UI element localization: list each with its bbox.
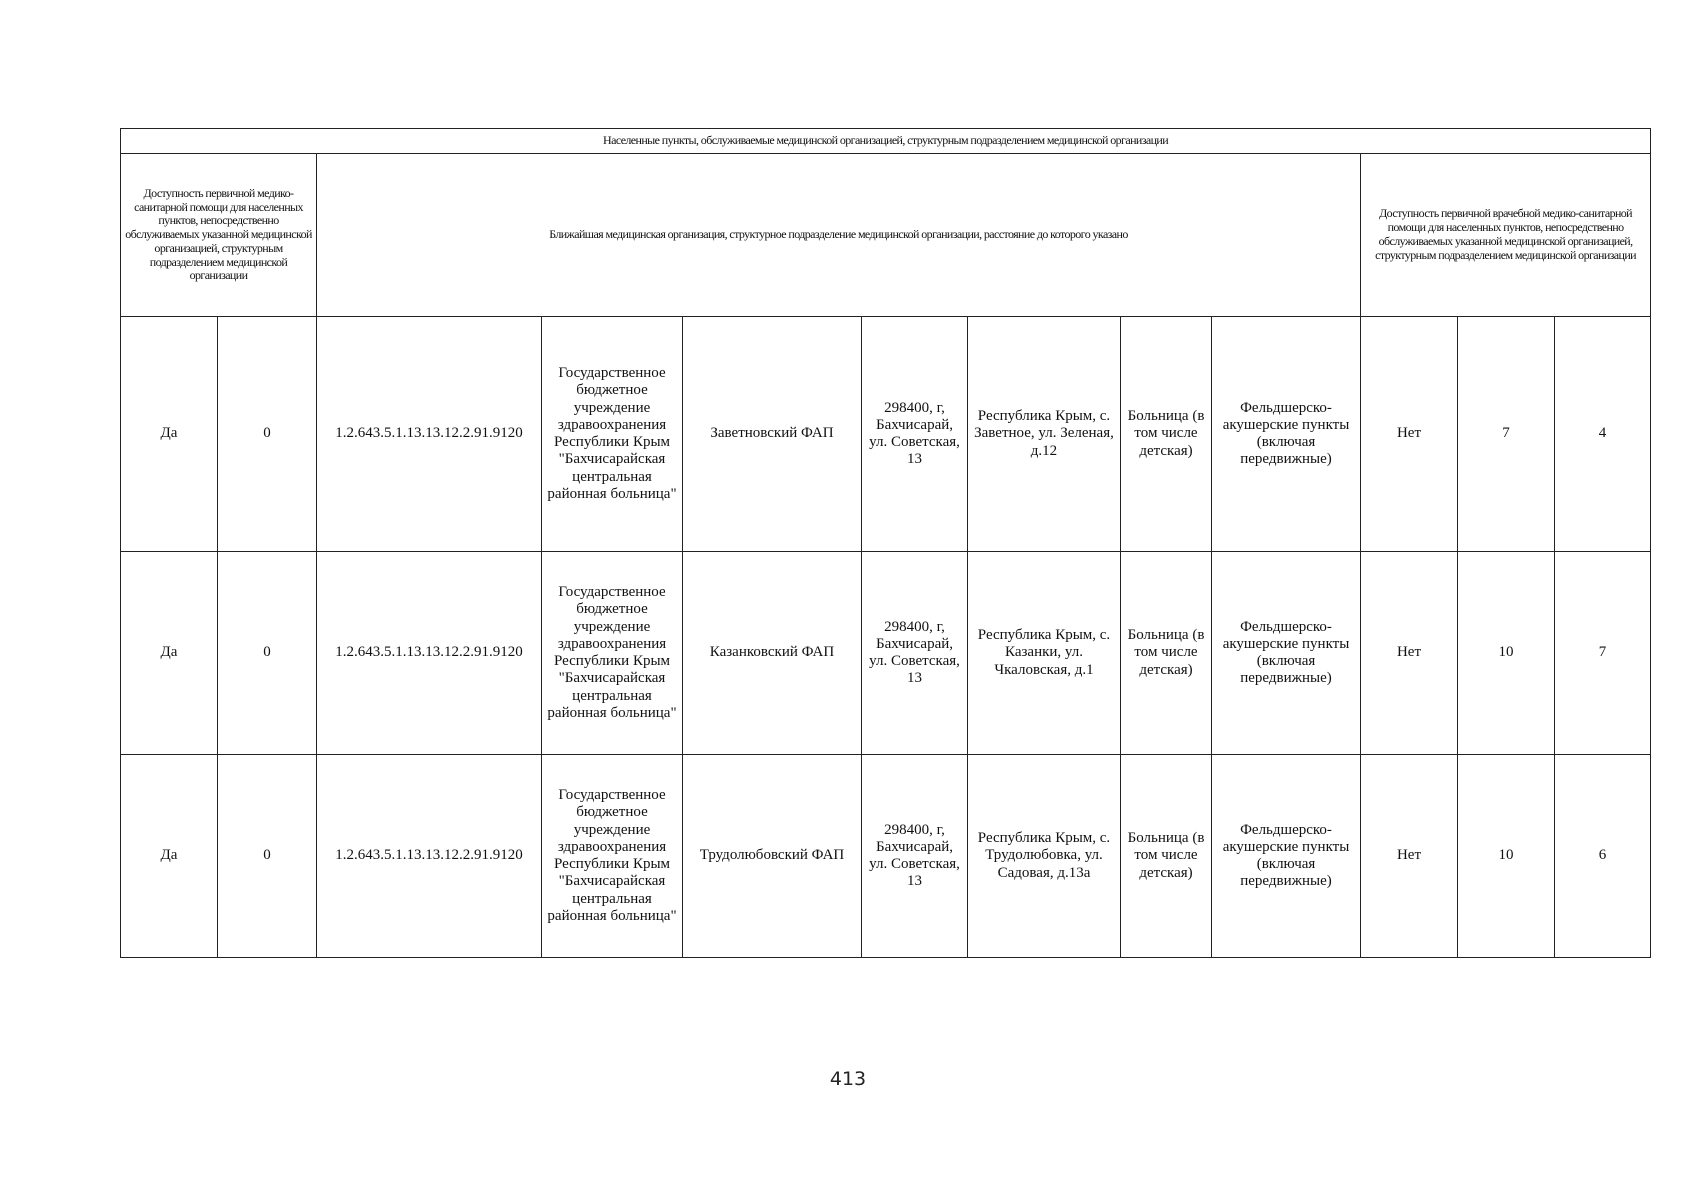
cell-org-type: Больница (в том числе детская) [1121,755,1212,958]
cell-access: Да [121,317,218,552]
page-number: 413 [829,1068,867,1090]
header-doctor-access: Доступность первичной врачебной медико-санитарной помощи для населенных пунктов, непосредственно обслуживаемых указанной медицинской организацией, структурным подразделением медицинской организации [1361,154,1651,317]
cell-distance: 10 [1458,552,1555,755]
table-row [121,552,1651,755]
cell-unit-address: Республика Крым, с. Трудолюбовка, ул. Садовая, д.13а [968,755,1121,958]
cell-unit-address: Республика Крым, с. Казанки, ул. Чкаловская, д.1 [968,552,1121,755]
cell-oid: 1.2.643.5.1.13.13.12.2.91.9120 [317,755,542,958]
cell-time: 4 [1555,317,1651,552]
cell-access: Да [121,755,218,958]
cell-doctor-access: Нет [1361,755,1458,958]
cell-doctor-access: Нет [1361,317,1458,552]
cell-organization: Государственное бюджетное учреждение здравоохранения Республики Крым "Бахчисарайская центральная районная больница" [542,552,683,755]
cell-org-address: 298400, г, Бахчисарай, ул. Советская, 13 [862,317,968,552]
cell-unit: Заветновский ФАП [683,317,862,552]
table-row [121,755,1651,958]
cell-oid: 1.2.643.5.1.13.13.12.2.91.9120 [317,552,542,755]
cell-unit: Казанковский ФАП [683,552,862,755]
cell-count: 0 [218,317,317,552]
cell-oid: 1.2.643.5.1.13.13.12.2.91.9120 [317,317,542,552]
cell-unit-address: Республика Крым, с. Заветное, ул. Зеленая, д.12 [968,317,1121,552]
cell-unit-type: Фельдшерско-акушерские пункты (включая передвижные) [1212,552,1361,755]
header-nearest-organization: Ближайшая медицинская организация, структурное подразделение медицинской организации, расстояние до которого указано [317,154,1361,317]
cell-organization: Государственное бюджетное учреждение здравоохранения Республики Крым "Бахчисарайская центральная районная больница" [542,755,683,958]
cell-org-type: Больница (в том числе детская) [1121,317,1212,552]
table-row [121,317,1651,552]
cell-org-type: Больница (в том числе детская) [1121,552,1212,755]
cell-count: 0 [218,755,317,958]
facilities-table [120,128,1651,958]
cell-unit-type: Фельдшерско-акушерские пункты (включая передвижные) [1212,755,1361,958]
cell-org-address: 298400, г, Бахчисарай, ул. Советская, 13 [862,552,968,755]
cell-time: 6 [1555,755,1651,958]
cell-unit: Трудолюбовский ФАП [683,755,862,958]
cell-organization: Государственное бюджетное учреждение здравоохранения Республики Крым "Бахчисарайская центральная районная больница" [542,317,683,552]
cell-time: 7 [1555,552,1651,755]
cell-distance: 10 [1458,755,1555,958]
header-settlements: Населенные пункты, обслуживаемые медицинской организацией, структурным подразделением медицинской организации [121,129,1651,154]
cell-unit-type: Фельдшерско-акушерские пункты (включая передвижные) [1212,317,1361,552]
cell-distance: 7 [1458,317,1555,552]
cell-count: 0 [218,552,317,755]
header-access-column: Доступность первичной медико-санитарной помощи для населенных пунктов, непосредственно обслуживаемых указанной медицинской организацией, структурным подразделением медицинской организации [121,154,317,317]
cell-access: Да [121,552,218,755]
cell-org-address: 298400, г, Бахчисарай, ул. Советская, 13 [862,755,968,958]
cell-doctor-access: Нет [1361,552,1458,755]
